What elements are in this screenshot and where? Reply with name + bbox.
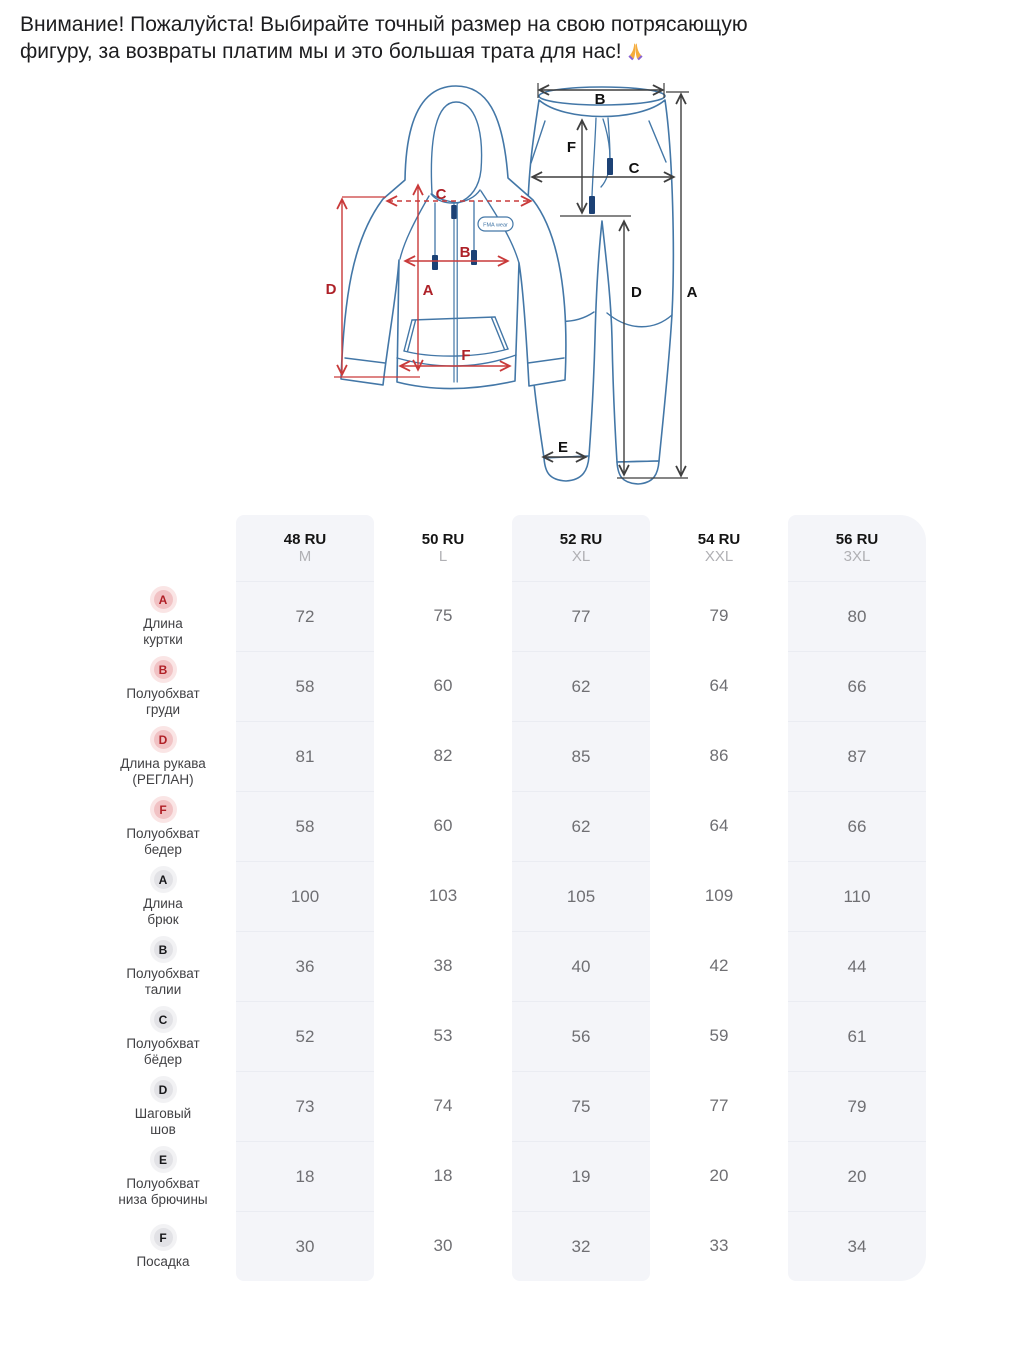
- jacket-aglet-left: [432, 255, 438, 270]
- brand-patch-label: FMA wear: [483, 222, 508, 229]
- measure-badge-pants: [150, 1006, 177, 1033]
- size-value-cell: 66: [788, 791, 926, 861]
- pants-letter-B: B: [594, 91, 606, 108]
- size-notice: [20, 11, 1010, 69]
- size-value-cell: 60: [433, 816, 453, 835]
- measure-row-label: [90, 1071, 236, 1141]
- size-ru-label: 48 RU: [283, 531, 327, 548]
- size-value-cell: 81: [236, 721, 374, 791]
- size-value-cell: 72: [236, 581, 374, 651]
- measure-letter: C: [154, 1010, 173, 1029]
- measure-badge-pants: [150, 866, 177, 893]
- size-value-cell: 56: [512, 1001, 650, 1071]
- size-value-cell: 87: [788, 721, 926, 791]
- measure-letter: B: [154, 940, 173, 959]
- size-value-cell: 59: [709, 1026, 729, 1045]
- measure-name-line: бёдер: [143, 1052, 183, 1067]
- size-value-cell: 33: [709, 1236, 729, 1255]
- size-value-cell: 18: [433, 1166, 453, 1185]
- jacket-drawing: [341, 86, 566, 389]
- measure-badge-pants: [150, 1224, 177, 1251]
- jacket-letter-F: F: [461, 347, 471, 364]
- measure-badge-pants: [150, 936, 177, 963]
- size-value-cell: 34: [788, 1211, 926, 1281]
- measure-badge-jacket: [150, 586, 177, 613]
- measure-letter: F: [154, 800, 173, 819]
- size-value-cell: 103: [428, 886, 458, 905]
- measure-name: [126, 1036, 199, 1068]
- measure-letter: D: [154, 730, 173, 749]
- measure-row-label: [90, 651, 236, 721]
- pants-letter-D: D: [631, 284, 642, 301]
- size-intl-label: XL: [571, 548, 591, 565]
- measure-row-label: [90, 931, 236, 1001]
- measure-badge-pants: [150, 1076, 177, 1103]
- size-ru-label: 56 RU: [835, 531, 879, 548]
- size-value-cell: 40: [512, 931, 650, 1001]
- measure-name: [136, 1254, 189, 1270]
- size-column-header: [374, 515, 512, 581]
- size-ru-label: 54 RU: [697, 531, 741, 548]
- size-intl-label: XXL: [704, 548, 734, 565]
- measure-name-line: Полуобхват: [126, 826, 200, 841]
- size-value-cell: 20: [709, 1166, 729, 1185]
- measure-name: [143, 616, 183, 648]
- size-value-cell: 75: [512, 1071, 650, 1141]
- measure-row-label: [90, 1211, 236, 1281]
- size-value-cell: 82: [433, 746, 453, 765]
- size-value-cell: 100: [236, 861, 374, 931]
- jacket-letter-D: D: [325, 281, 337, 298]
- size-intl-label: L: [438, 548, 448, 565]
- measure-name-line: Посадка: [136, 1254, 190, 1269]
- size-intl-label: 3XL: [843, 548, 871, 565]
- measure-row-label: [90, 581, 236, 651]
- size-value-cell: 30: [433, 1236, 453, 1255]
- measure-badge-jacket: [150, 726, 177, 753]
- size-value-cell: 19: [512, 1141, 650, 1211]
- size-value-cell: 73: [236, 1071, 374, 1141]
- measure-name-line: Полуобхват: [126, 686, 200, 701]
- measure-name-line: Длина: [143, 896, 183, 911]
- size-value-cell: 52: [236, 1001, 374, 1071]
- size-value-cell: 38: [433, 956, 453, 975]
- size-column-header: [788, 515, 926, 581]
- measure-name-line: Полуобхват: [126, 966, 200, 981]
- notice-line-2: фигуру, за возвраты платим мы и это большая трата для нас!: [20, 38, 1010, 69]
- size-intl-label: M: [298, 548, 312, 565]
- size-value-cell: 36: [236, 931, 374, 1001]
- size-value-cell: 58: [236, 791, 374, 861]
- measure-name-line: Длина рукава: [120, 756, 206, 771]
- size-value-cell: 60: [433, 676, 453, 695]
- measure-name-line: брюк: [147, 912, 179, 927]
- measure-name: [135, 1106, 191, 1138]
- size-value-cell: 85: [512, 721, 650, 791]
- size-value-cell: 66: [788, 651, 926, 721]
- size-table: [90, 515, 926, 1281]
- size-column-header: [236, 515, 374, 581]
- size-value-cell: 42: [709, 956, 729, 975]
- size-value-cell: 80: [788, 581, 926, 651]
- pants-letter-F: F: [566, 139, 576, 156]
- measure-name-line: низа брючины: [118, 1192, 208, 1207]
- measurement-diagram: [0, 80, 1024, 492]
- size-value-cell: 30: [236, 1211, 374, 1281]
- size-value-cell: 61: [788, 1001, 926, 1071]
- measure-badge-jacket: [150, 656, 177, 683]
- notice-line-1: Внимание! Пожалуйста! Выбирайте точный размер на свою потрясающую: [20, 13, 748, 36]
- size-value-cell: 18: [236, 1141, 374, 1211]
- measure-name-line: куртки: [143, 632, 183, 647]
- size-value-cell: 62: [512, 791, 650, 861]
- measure-name: [126, 826, 199, 858]
- size-value-cell: 77: [709, 1096, 729, 1115]
- jacket-letter-C: C: [435, 186, 447, 203]
- measure-badge-jacket: [150, 796, 177, 823]
- measure-name-line: Шаговый: [134, 1106, 192, 1121]
- size-value-cell: 110: [788, 861, 926, 931]
- measure-name-line: Полуобхват: [126, 1176, 200, 1191]
- measure-name: [126, 966, 199, 998]
- measure-name: [120, 756, 206, 788]
- size-ru-label: 52 RU: [559, 531, 603, 548]
- measure-letter: B: [154, 660, 173, 679]
- measure-badge-pants: [150, 1146, 177, 1173]
- size-value-cell: 79: [709, 606, 729, 625]
- size-column-header: [650, 515, 788, 581]
- measure-letter: A: [154, 590, 173, 609]
- measure-letter: E: [154, 1150, 173, 1169]
- measure-row-label: [90, 791, 236, 861]
- measure-row-label: [90, 721, 236, 791]
- pants-aglet-left: [589, 196, 595, 214]
- jacket-aglet-right: [471, 250, 477, 265]
- size-value-cell: 32: [512, 1211, 650, 1281]
- size-value-cell: 62: [512, 651, 650, 721]
- praying-hands-icon: [625, 41, 646, 69]
- measure-name: [143, 896, 183, 928]
- measure-letter: F: [154, 1228, 173, 1247]
- measure-letter: A: [154, 870, 173, 889]
- size-value-cell: 44: [788, 931, 926, 1001]
- measure-row-label: [90, 1141, 236, 1211]
- pants-letter-A: A: [686, 284, 698, 301]
- size-value-cell: 86: [709, 746, 729, 765]
- size-value-cell: 64: [709, 816, 729, 835]
- measure-name: [118, 1176, 207, 1208]
- pants-aglet-right: [607, 158, 613, 175]
- measure-row-label: [90, 1001, 236, 1071]
- size-value-cell: 74: [433, 1096, 453, 1115]
- size-value-cell: 64: [709, 676, 729, 695]
- size-value-cell: 79: [788, 1071, 926, 1141]
- size-value-cell: 20: [788, 1141, 926, 1211]
- measure-name-line: бедер: [144, 842, 182, 857]
- size-ru-label: 50 RU: [421, 531, 465, 548]
- pants-letter-C: C: [628, 160, 640, 177]
- zipper-pull: [451, 205, 457, 219]
- jacket-letter-B: B: [459, 244, 471, 261]
- measure-name-line: (РЕГЛАН): [132, 772, 194, 787]
- measure-name: [126, 686, 199, 718]
- jacket-letter-A: A: [422, 282, 434, 299]
- size-value-cell: 53: [433, 1026, 453, 1045]
- measure-name-line: талии: [144, 982, 182, 997]
- size-value-cell: 75: [433, 606, 453, 625]
- size-value-cell: 109: [704, 886, 734, 905]
- size-value-cell: 58: [236, 651, 374, 721]
- size-column-header: [512, 515, 650, 581]
- measure-row-label: [90, 861, 236, 931]
- pants-letter-E: E: [557, 439, 569, 456]
- size-value-cell: 77: [512, 581, 650, 651]
- measure-name-line: Длина: [143, 616, 183, 631]
- pants-cuff-left: [544, 456, 589, 481]
- size-value-cell: 105: [512, 861, 650, 931]
- measure-letter: D: [154, 1080, 173, 1099]
- measure-name-line: шов: [150, 1122, 176, 1137]
- measure-name-line: груди: [145, 702, 180, 717]
- measure-name-line: Полуобхват: [126, 1036, 200, 1051]
